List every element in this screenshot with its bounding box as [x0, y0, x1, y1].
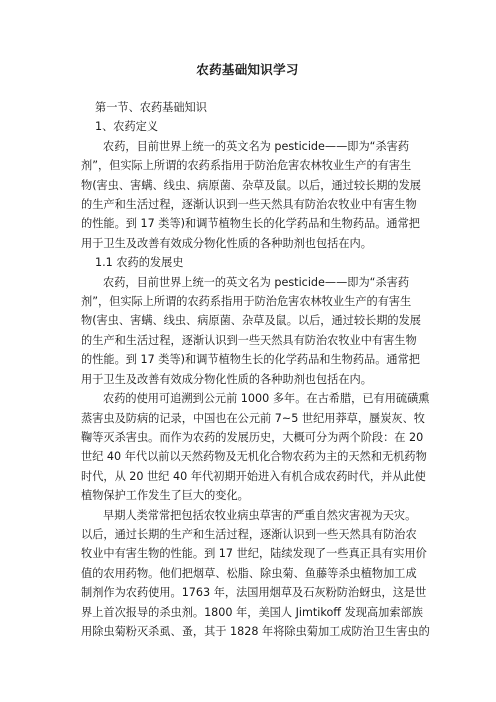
subsection-heading: 1、农药定义	[95, 120, 159, 134]
body-text-line: 制剂作为农药使用。1763 年，法国用烟草及石灰粉防治蚜虫，这是世	[81, 586, 427, 600]
paragraph-first-line: 农药，目前世界上统一的英文名为 pesticide——即为“杀害药	[103, 275, 410, 289]
body-text-line: 植物保护工作发生了巨大的变化。	[81, 489, 249, 503]
body-text-line: 鞠等灭杀害虫。而作为农药的发展历史，大概可分为两个阶段：在 20	[81, 430, 424, 444]
body-text-line: 以后，通过长期的生产和生活过程，逐渐认识到一些天然具有防治农	[81, 527, 417, 541]
body-text-line: 用除虫菊粉灭杀虱、蚤，其于 1828 年将除虫菊加工成防治卫生害虫的	[81, 624, 430, 638]
body-text-line: 剂”，但实际上所谓的农药系指用于防治危害农林牧业生产的有害生	[81, 295, 412, 309]
body-text-line: 值的农用药物。他们把烟草、松脂、除虫菊、鱼藤等杀虫植物加工成	[81, 566, 417, 580]
body-text-line: 的性能。到 17 类等)和调节植物生长的化学药品和生物药品。通常把	[81, 217, 420, 231]
section-heading: 第一节、农药基础知识	[95, 101, 207, 114]
body-text-line: 蒸害虫及防病的记录，中国也在公元前 7~5 世纪用莽草，蜃炭灰、牧	[81, 411, 425, 425]
body-text-line: 物(害虫、害螨、线虫、病原菌、杂草及鼠。以后，通过较长期的发展	[81, 314, 421, 328]
document-title: 农药基础知识学习	[196, 62, 299, 77]
body-text-line: 用于卫生及改善有效成分物化性质的各种助剂也包括在内。	[81, 236, 372, 250]
body-text-line: 界上首次报导的杀虫剂。1800 年，美国人 Jimtikoff 发现高加索部族	[81, 605, 423, 619]
paragraph-first-line: 农药的使用可追溯到公元前 1000 多年。在古希腊，已有用硫磺熏	[103, 392, 430, 406]
paragraph-first-line: 农药，目前世界上统一的英文名为 pesticide——即为“杀害药	[103, 139, 410, 153]
body-text-line: 物(害虫、害螨、线虫、病原菌、杂草及鼠。以后，通过较长期的发展	[81, 178, 421, 192]
body-text-line: 的生产和生活过程，逐渐认识到一些天然具有防治农牧业中有害生物	[81, 198, 417, 212]
body-text-line: 用于卫生及改善有效成分物化性质的各种助剂也包括在内。	[81, 372, 372, 386]
body-text-line: 的生产和生活过程，逐渐认识到一些天然具有防治农牧业中有害生物	[81, 333, 417, 347]
body-text-line: 的性能。到 17 类等)和调节植物生长的化学药品和生物药品。通常把	[81, 353, 420, 367]
paragraph-first-line: 早期人类常常把包括农牧业病虫草害的严重自然灾害视为天灾。	[103, 508, 417, 522]
body-text-line: 剂”，但实际上所谓的农药系指用于防治危害农林牧业生产的有害生	[81, 159, 412, 173]
body-text-line: 时代，从 20 世纪 40 年代初期开始进入有机合成农药时代，并从此使	[81, 469, 426, 483]
document-body	[81, 98, 430, 641]
body-text-line: 牧业中有害生物的性能。到 17 世纪，陆续发现了一些真正具有实用价	[81, 547, 427, 561]
body-text-line: 世纪 40 年代以前以天然药物及无机化合物农药为主的天然和无机药物	[81, 450, 427, 464]
subsection-heading: 1.1 农药的发展史	[95, 256, 184, 270]
